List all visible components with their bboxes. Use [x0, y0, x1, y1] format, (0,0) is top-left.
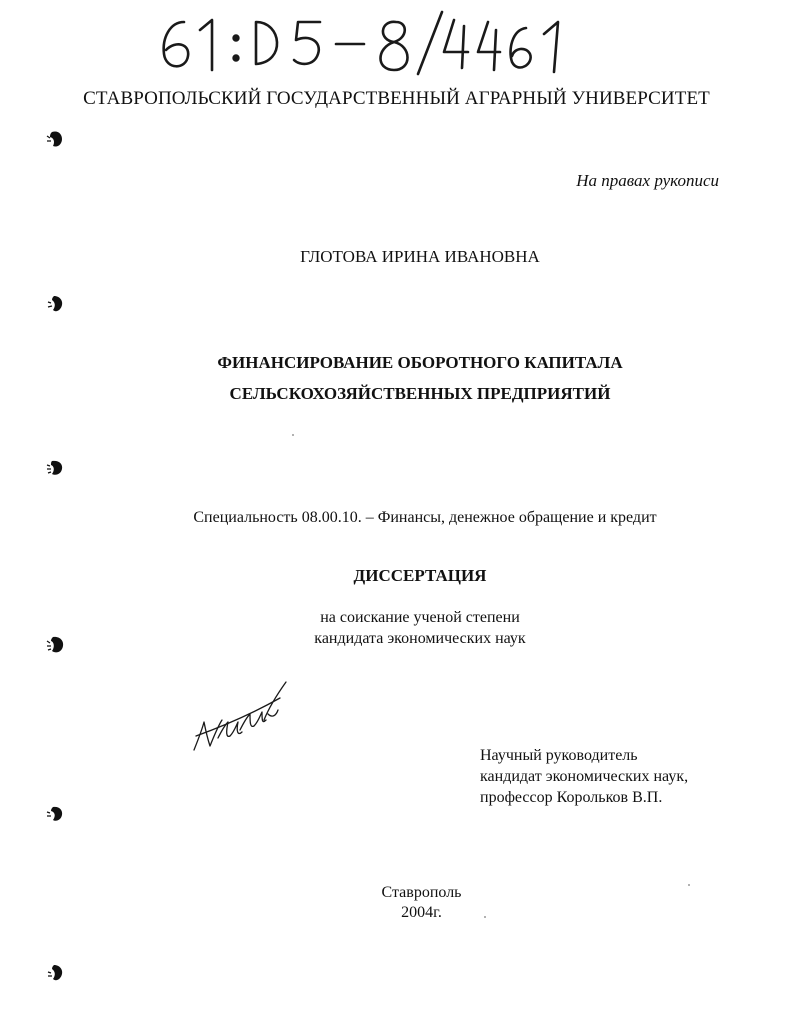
advisor-name: профессор Корольков В.П.	[480, 789, 663, 806]
degree-line-2: кандидата экономических наук	[314, 630, 526, 647]
specialty-line: Специальность 08.00.10. – Финансы, денежное обращение и кредит	[193, 509, 657, 526]
handwritten-signature	[188, 676, 298, 758]
scan-speck	[688, 884, 690, 886]
binding-hole-mark	[44, 962, 68, 984]
binding-hole-mark	[44, 457, 68, 479]
binding-hole-mark	[44, 634, 68, 656]
scan-speck	[292, 434, 294, 436]
dissertation-title	[0, 347, 793, 409]
year: 2004г.	[401, 904, 442, 921]
degree-description	[0, 607, 793, 649]
binding-hole-mark	[44, 293, 68, 315]
author-name: ГЛОТОВА ИРИНА ИВАНОВНА	[300, 247, 540, 266]
binding-hole-mark	[44, 128, 68, 150]
advisor-role: Научный руководитель	[480, 747, 638, 764]
city: Ставрополь	[381, 884, 462, 901]
document-type: ДИССЕРТАЦИЯ	[353, 566, 487, 585]
handwritten-archive-code	[150, 8, 580, 78]
scientific-advisor-block	[480, 745, 688, 808]
dissertation-title-line-1: ФИНАНСИРОВАНИЕ ОБОРОТНОГО КАПИТАЛА	[217, 353, 623, 372]
dissertation-title-line-2: СЕЛЬСКОХОЗЯЙСТВЕННЫХ ПРЕДПРИЯТИЙ	[229, 384, 611, 403]
binding-hole-mark	[44, 803, 68, 825]
place-and-year	[0, 883, 793, 923]
scan-speck	[484, 916, 486, 918]
degree-line-1: на соискание ученой степени	[320, 609, 520, 626]
advisor-degree: кандидат экономических наук,	[480, 768, 689, 785]
manuscript-rights-note: На правах рукописи	[576, 171, 719, 190]
university-name: СТАВРОПОЛЬСКИЙ ГОСУДАРСТВЕННЫЙ АГРАРНЫЙ УНИВЕРСИТЕТ	[83, 88, 710, 109]
